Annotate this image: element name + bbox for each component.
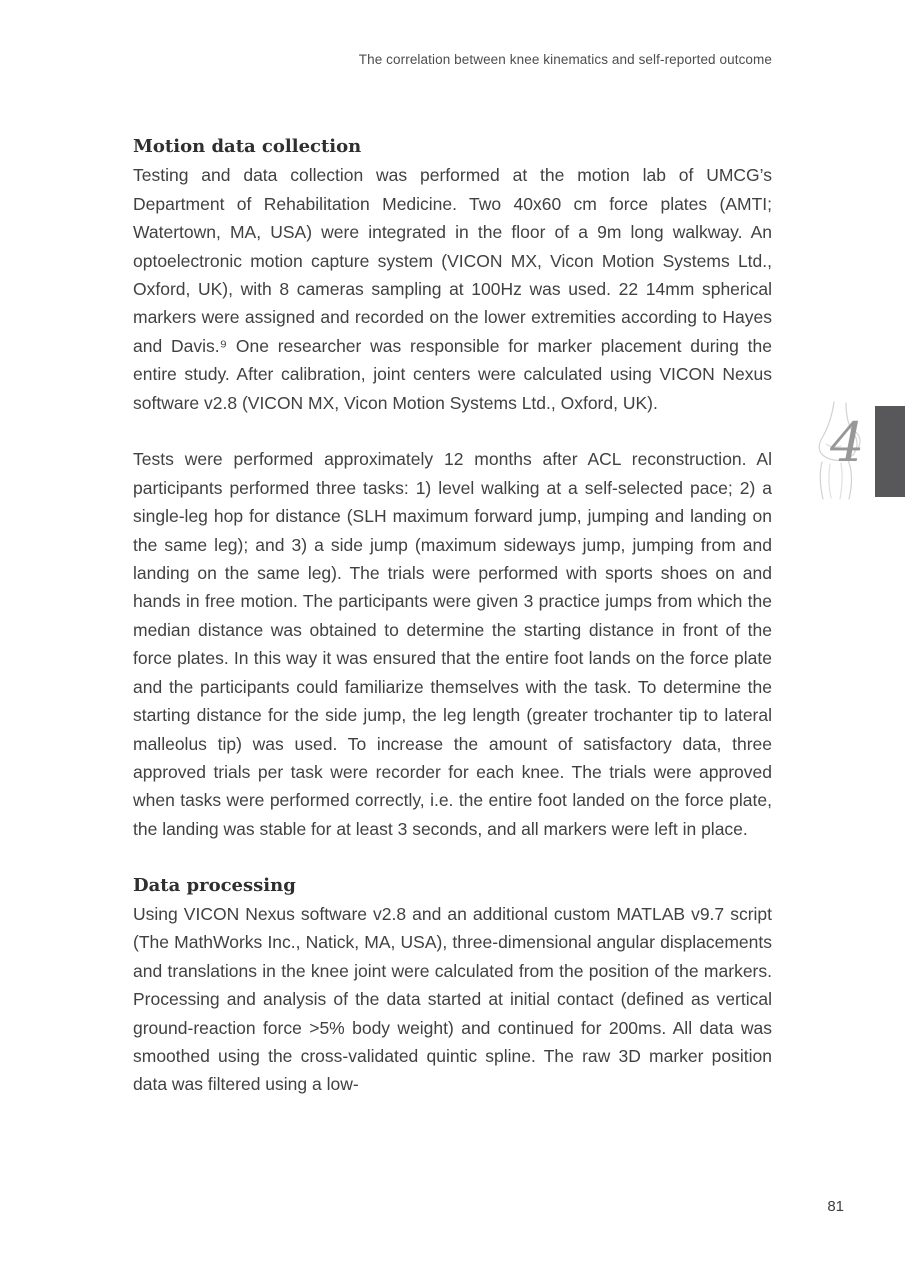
paragraph-motion-data-collection-2: Tests were performed approximately 12 months after ACL reconstruction. Al participants performed three tasks: 1) level walking at a self-selected pace; 2) a single-leg hop for distance (SLH maximum forward jump, jumping and landing on the same leg); and 3) a side jump (maximum sideways jump, jumping from and landing on the same leg). The trials were performed with sports shoes on and hands in free motion. The participants were given 3 practice jumps from which the median distance was obtained to determine the starting distance in front of the force plates. In this way it was ensured that the entire foot lands on the force plate and the participants could familiarize themselves with the task. To determine the starting distance for the side jump, the leg length (greater trochanter tip to lateral malleolus tip) was used. To increase the amount of satisfactory data, three approved trials per task were recorder for each knee. The trials were approved when tasks were performed correctly, i.e. the entire foot landed on the force plate, the landing was stable for at least 3 seconds, and all markers were left in place. [133, 449, 772, 839]
chapter-marker [808, 400, 878, 502]
paragraph-motion-data-collection-1: Testing and data collection was performed at the motion lab of UMCG’s Department of Rehabilitation Medicine. Two 40x60 cm force plates (AMTI; Watertown, MA, USA) were integrated in the floor of a 9m long walkway. An optoelectronic motion capture system (VICON MX, Vicon Motion Systems Ltd., Oxford, UK), with 8 cameras sampling at 100Hz was used. 22 14mm spherical markers were assigned and recorded on the lower extremities according to Hayes and Davis.⁹ One researcher was responsible for marker placement during the entire study. After calibration, joint centers were calculated using VICON Nexus software v2.8 (VICON MX, Vicon Motion Systems Ltd., Oxford, UK). [133, 165, 772, 413]
paragraph-data-processing-1: Using VICON Nexus software v2.8 and an additional custom MATLAB v9.7 script (The MathWorks Inc., Natick, MA, USA), three-dimensional angular displacements and translations in the knee joint were calculated from the position of the markers. Processing and analysis of the data started at initial contact (defined as vertical ground-reaction force >5% body weight) and continued for 200ms. All data was smoothed using the cross-validated quintic spline. The raw 3D marker position data was filtered using a low- [133, 903, 772, 1095]
section-heading-motion-data-collection: Motion data collection [133, 136, 362, 157]
chapter-tab-bar [875, 406, 905, 497]
section-heading-data-processing: Data processing [133, 874, 296, 896]
page-body-text [133, 133, 772, 1099]
running-header: The correlation between knee kinematics and self-reported outcome [358, 52, 772, 67]
page-number: 81 [827, 1198, 844, 1215]
chapter-number: 4 [830, 411, 865, 474]
